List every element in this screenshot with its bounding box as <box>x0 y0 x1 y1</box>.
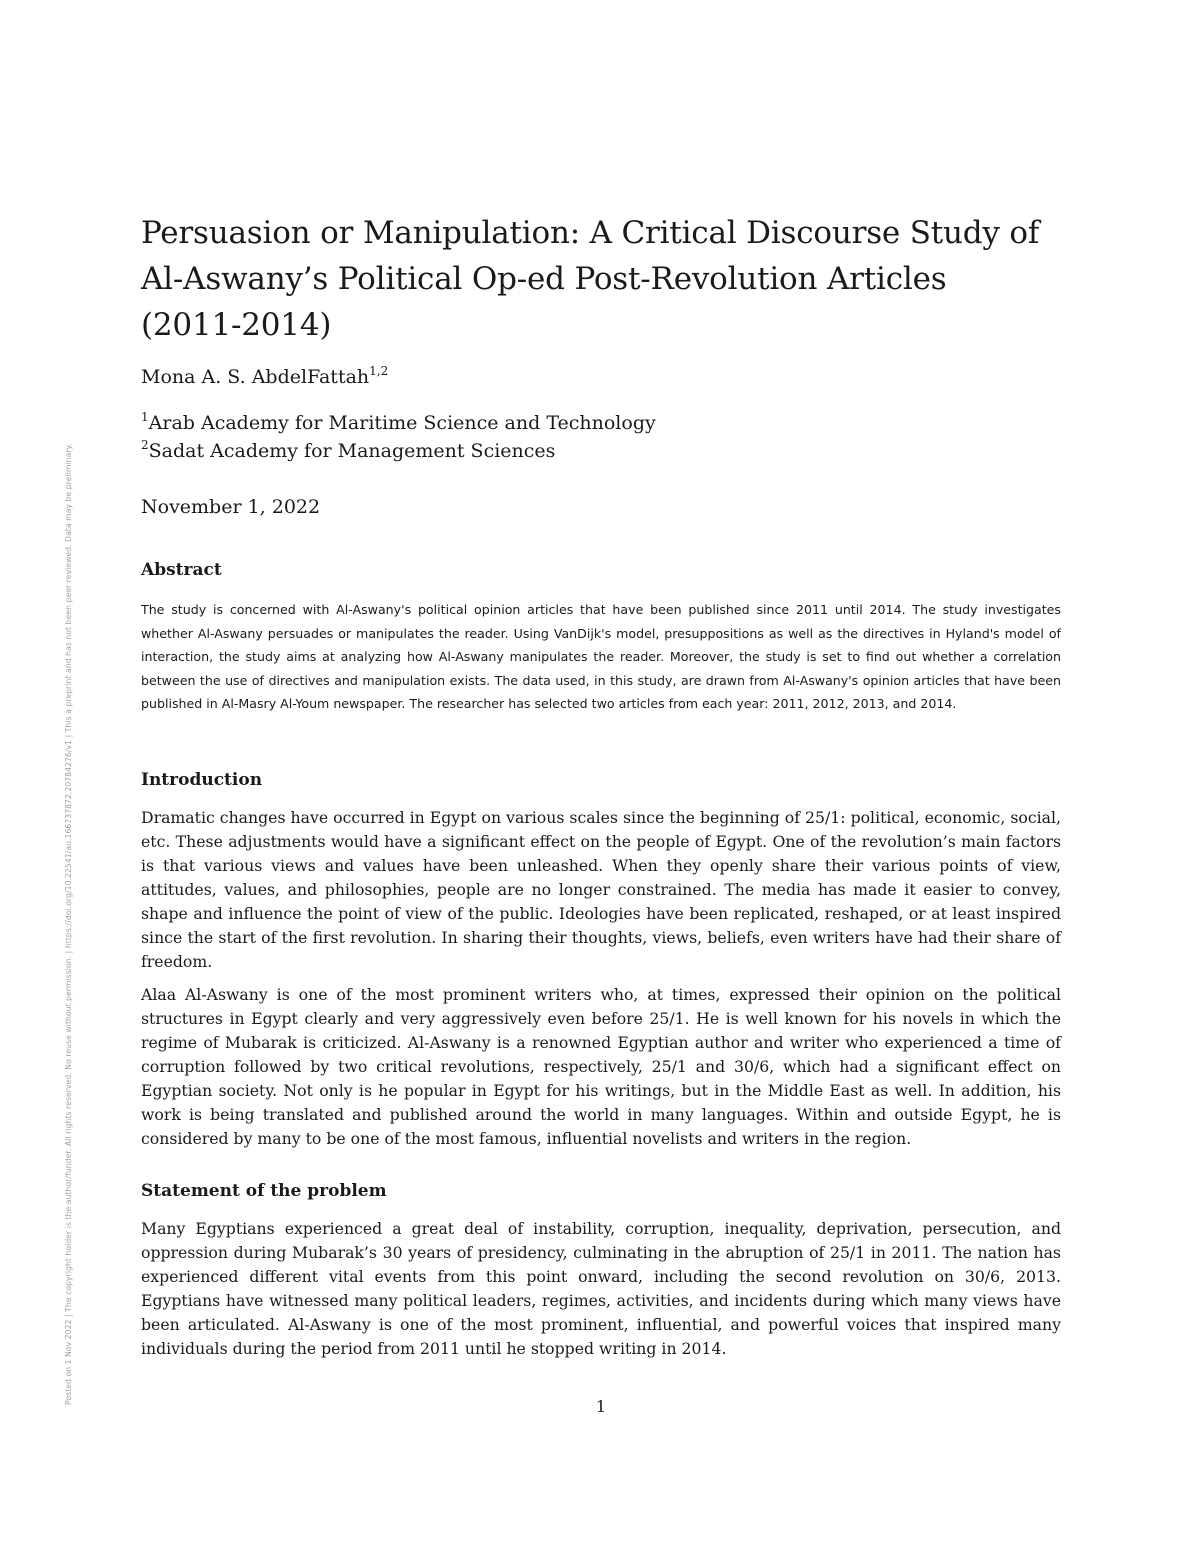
affiliation-1 <box>141 410 656 436</box>
author-line <box>141 364 388 390</box>
introduction-paragraph-1: Dramatic changes have occurred in Egypt on various scales since the beginning of 25/1: political, economic, social, etc. These adjustments would have a significant effect on the people of Egypt. One of the revolution’s main factors is that various views and values have been unleashed. When they openly share their various points of view, attitudes, values, and philosophies, people are no longer constrained. The media has made it easier to convey, shape and influence the point of view of the public. Ideologies have been replicated, reshaped, or at least inspired since the start of the first revolution. In sharing their thoughts, views, beliefs, even writers have had their share of freedom. <box>141 808 1061 971</box>
publication-date: November 1, 2022 <box>141 496 321 518</box>
affiliation-mark: 1 <box>141 410 149 424</box>
affiliation-text: Arab Academy for Maritime Science and Technology <box>148 412 656 434</box>
problem-heading: Statement of the problem <box>141 1181 387 1201</box>
author-name: Mona A. S. AbdelFattah <box>141 366 370 388</box>
abstract-heading: Abstract <box>141 560 222 580</box>
abstract-text: The study is concerned with Al-Aswany's political opinion articles that have been published since 2011 until 2014. The study investigates whether Al-Aswany persuades or manipulates the reader. Using VanDijk's model, presuppositions as well as the directives in Hyland's model of interaction, the study aims at analyzing how Al-Aswany manipulates the reader. Moreover, the study is set to find out whether a correlation between the use of directives and manipulation exists. The data used, in this study, are drawn from Al-Aswany's opinion articles that have been published in Al-Masry Al-Youm newspaper. The researcher has selected two articles from each year: 2011, 2012, 2013, and 2014. <box>141 602 1061 711</box>
preprint-sidebar-note: Posted on 1 Nov 2022 | The copyright holder is the author/funder. All rights reserved. No reuse without permission. | https://doi.org/10.22541/au.166737872.20784276/v1 | This a preprint and has not been peer reviewed. Data may be preliminary. <box>64 443 73 1405</box>
problem-paragraph: Many Egyptians experienced a great deal of instability, corruption, inequality, deprivation, persecution, and oppression during Mubarak’s 30 years of presidency, culminating in the abruption of 25/1 in 2011. The nation has experienced different vital events from this point onward, including the second revolution on 30/6, 2013. Egyptians have witnessed many political leaders, regimes, activities, and incidents during which many views have been articulated. Al-Aswany is one of the most prominent, influential, and powerful voices that inspired many individuals during the period from 2011 until he stopped writing in 2014. <box>141 1219 1061 1358</box>
title-line: Persuasion or Manipulation: A Critical Discourse Study of <box>141 215 1040 251</box>
title-line: Al-Aswany’s Political Op-ed Post-Revolution Articles <box>141 261 947 297</box>
introduction-paragraph-2: Alaa Al-Aswany is one of the most prominent writers who, at times, expressed their opinion on the political structures in Egypt clearly and very aggressively even before 25/1. He is well known for his novels in which the regime of Mubarak is criticized. Al-Aswany is a renowned Egyptian author and writer who experienced a time of corruption followed by two critical revolutions, respectively, 25/1 and 30/6, which had a significant effect on Egyptian society. Not only is he popular in Egypt for his writings, but in the Middle East as well. In addition, his work is being translated and published around the world in many languages. Within and outside Egypt, he is considered by many to be one of the most famous, influential novelists and writers in the region. <box>141 985 1061 1148</box>
affiliation-2 <box>141 438 555 464</box>
affiliation-mark: 2 <box>141 438 149 452</box>
title-line: (2011-2014) <box>141 307 332 343</box>
page-number: 1 <box>595 1397 607 1416</box>
affiliation-text: Sadat Academy for Management Sciences <box>148 440 556 462</box>
author-affiliation-marks: 1,2 <box>369 364 389 378</box>
paper-title <box>141 210 1061 348</box>
introduction-heading: Introduction <box>141 770 263 790</box>
